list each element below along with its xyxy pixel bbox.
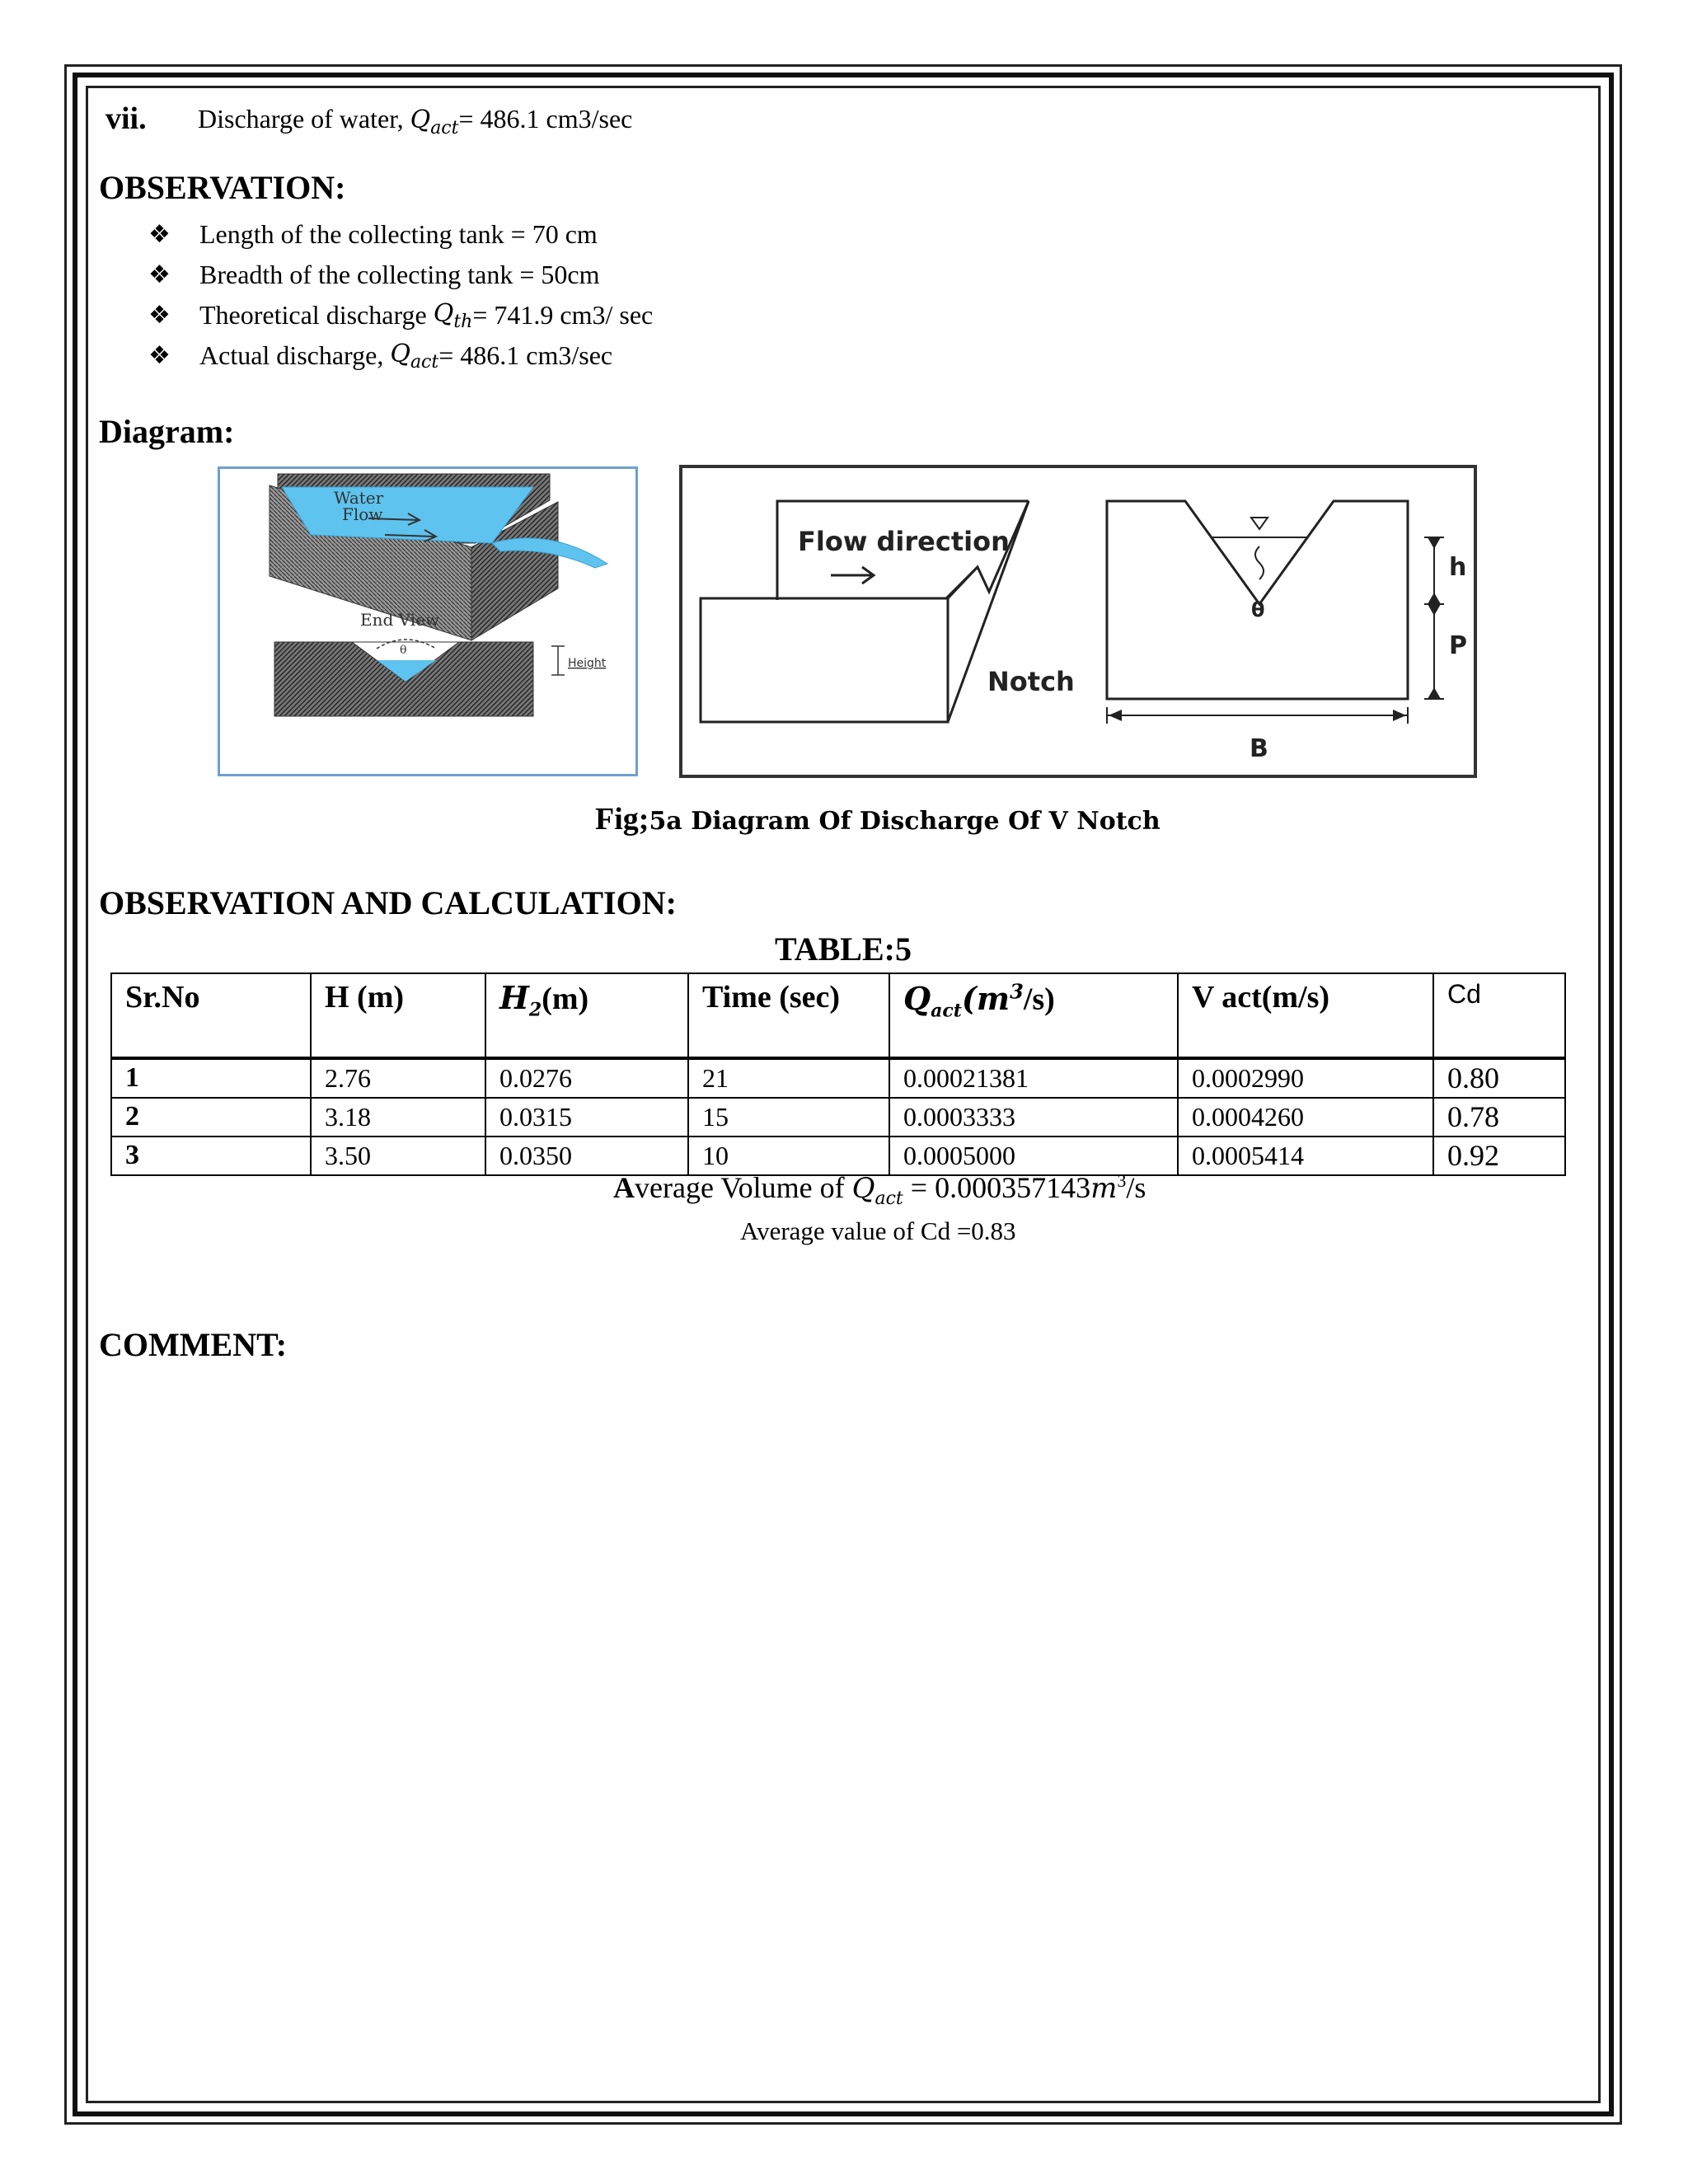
q-act-symbol: $Q_{act}$ [410,105,459,138]
diamond-bullet-icon: ❖ [148,260,171,289]
header-h: H (m) [311,973,485,1057]
item-number: vii. [106,101,147,136]
average-volume: Average Volume of $Q_{act} = 0.000357143m^3/s$ [613,1170,1146,1209]
q-th-symbol: $Q_{th}$ [433,298,473,332]
header-cd: Cd [1433,973,1565,1057]
header-v-act: V act(m/s) [1178,973,1433,1057]
svg-text:B: B [1250,734,1268,763]
observation-title: OBSERVATION: [99,169,346,206]
svg-text:θ: θ [1251,598,1265,621]
svg-text:Water: Water [334,488,384,508]
diamond-bullet-icon: ❖ [148,341,171,370]
v-notch-schematic-figure [679,465,1477,778]
item-discharge-text: Discharge of water, $Q_{act}= 486.1$ cm3/sec [198,104,633,138]
figure-caption: Fig;5a Diagram Of Discharge Of V Notch [595,802,1160,837]
v-notch-schematic [682,468,1474,775]
table-row: 2 3.18 0.0315 15 0.0003333 0.0004260 0.78 [111,1098,1565,1137]
header-sr: Sr.No [111,973,311,1057]
list-item: ❖ Actual discharge, $Q_{act}$ = 486.1 cm3/sec [148,339,613,373]
diamond-bullet-icon: ❖ [148,301,171,330]
table-row: 1 2.76 0.0276 21 0.00021381 0.0002990 0.80 [111,1059,1565,1098]
table-title: TABLE:5 [775,930,912,968]
table-header-row [111,973,1565,1057]
q-act-symbol: $Q_{act}$ [390,339,439,373]
svg-text:h: h [1449,553,1467,582]
average-cd: Average value of Cd =0.83 [740,1216,1016,1245]
header-q-act: $Q_{act}(m^3/s)$ [889,973,1178,1057]
observation-list [148,214,653,376]
comment-title: COMMENT: [99,1326,288,1363]
v-notch-3d-figure [218,466,638,776]
header-time: Time (sec) [688,973,889,1057]
header-h2: $H_2(m)$ [485,973,688,1057]
svg-text:End View: End View [360,610,440,630]
diagram-title: Diagram: [99,413,235,450]
v-notch-3d-illustration [220,469,635,774]
svg-text:θ: θ [400,644,407,657]
diamond-bullet-icon: ❖ [148,220,171,249]
list-item: ❖ Breadth of the collecting tank = 50cm [148,260,600,289]
list-item: ❖ Theoretical discharge $Q_{th}$ = 741.9 cm3/ sec [148,298,654,332]
table-row: 3 3.50 0.0350 10 0.0005000 0.0005414 0.92 [111,1137,1565,1175]
list-item: ❖ Length of the collecting tank = 70 cm [148,219,598,249]
svg-text:P: P [1449,631,1467,660]
calculation-title: OBSERVATION AND CALCULATION: [99,884,677,921]
svg-text:Flow direction: Flow direction [798,526,1010,557]
results-table [110,972,1566,1176]
svg-text:Notch: Notch [987,666,1075,697]
svg-text:Height: Height [568,657,607,670]
svg-text:Flow: Flow [342,504,383,524]
